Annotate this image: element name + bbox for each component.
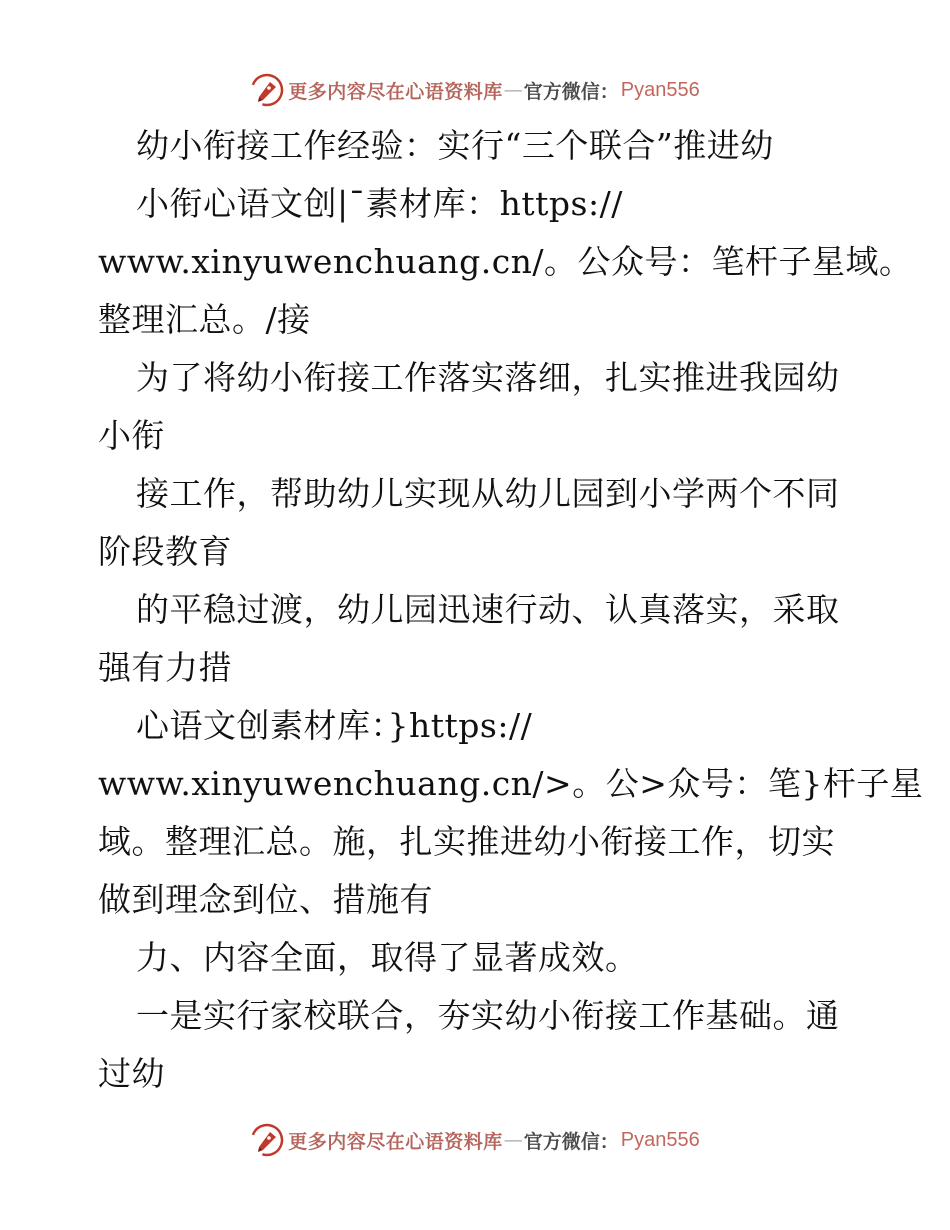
text-line: 心语文创素材库：}https://	[136, 706, 533, 745]
banner-separator: —	[503, 79, 523, 101]
pen-nib-logo-icon	[250, 1123, 284, 1157]
text-line: www.xinyuwenchuang.cn/>。公>众号：笔}杆子星	[98, 764, 924, 803]
text-line: 小衔	[98, 416, 165, 455]
text-line: www.xinyuwenchuang.cn/。公众号：笔杆子星域。	[98, 242, 913, 281]
banner-separator: —	[503, 1129, 523, 1151]
text-line: 强有力措	[98, 648, 232, 687]
banner-account-label: 官方微信：	[523, 80, 619, 103]
text-line: 过幼	[98, 1054, 165, 1093]
banner-account-id: Pyan556	[620, 78, 700, 101]
text-line: 阶段教育	[98, 532, 232, 571]
banner-brand-text: 更多内容尽在心语资料库	[288, 1130, 503, 1153]
text-line: 做到理念到位、措施有	[98, 880, 433, 919]
text-line: 整理汇总。/接	[98, 300, 311, 339]
text-line: 接工作，帮助幼儿实现从幼儿园到小学两个不同	[136, 474, 840, 513]
text-line: 幼小衔接工作经验：实行“三个联合”推进幼	[136, 126, 774, 165]
footer-banner	[0, 1120, 950, 1160]
text-line: 的平稳过渡，幼儿园迅速行动、认真落实，采取	[136, 590, 840, 629]
banner-account-id: Pyan556	[620, 1128, 700, 1151]
header-banner	[0, 70, 950, 110]
document-body	[98, 117, 924, 1103]
text-line: 力、内容全面，取得了显著成效。	[136, 938, 639, 977]
text-line: 小衔心语文创|¯素材库：https://	[136, 184, 623, 223]
text-line: 一是实行家校联合，夯实幼小衔接工作基础。通	[136, 996, 840, 1035]
banner-brand-text: 更多内容尽在心语资料库	[288, 80, 503, 103]
banner-account-label: 官方微信：	[523, 1130, 619, 1153]
text-line: 域。整理汇总。施，扎实推进幼小衔接工作，切实	[98, 822, 835, 861]
pen-nib-logo-icon	[250, 73, 284, 107]
text-line: 为了将幼小衔接工作落实落细，扎实推进我园幼	[136, 358, 840, 397]
